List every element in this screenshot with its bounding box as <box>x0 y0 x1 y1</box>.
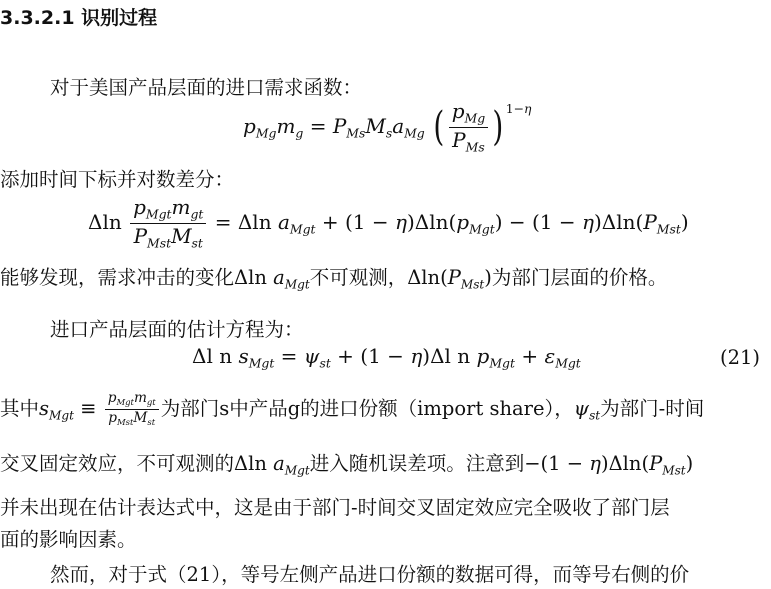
equation-import-demand: $p_{Mg}m_g = P_{Ms}M_sa_{Mg}$ ( $\frac{p_{Mg}}{P_{Ms}}$ ) $^{1-\eta}$ <box>243 99 532 155</box>
section-title: 识别过程 <box>81 7 158 29</box>
equation-log-difference: Δln $\frac{p_{Mgt}m_{gt}}{P_{Mst}M_{st}}$ = Δln $a_{Mgt} + (1 - \eta)\Delta\ln(p_{Mgt}) - (1 - \eta)\Delta\ln(P_{Mst})$ <box>88 195 689 251</box>
text-segment: 其中 <box>0 396 40 420</box>
paragraph-differencing: 添加时间下标并对数差分： <box>0 168 235 191</box>
text-segment: 为部门s中产品g的进口份额（import share）， <box>160 396 574 420</box>
text-segment: 交叉固定效应，不可观测的 <box>0 452 235 475</box>
text-segment: 不可观测， <box>309 266 408 289</box>
equation-estimation: Δl n $s_{Mgt} = \psi_{st} + (1 - \eta)\Delta l$ n $p_{Mgt} + \varepsilon_{Mgt}$ <box>192 344 581 371</box>
text-segment: 进入随机误差项。注意到 <box>309 452 525 475</box>
paragraph-definition: 其中$s_{Mgt}$ ≡ $\frac{p_{Mgt}m_{gt}}{p_{Mst}M_{st}}$ 为部门s中产品g的进口份额（import share），$\psi_{st}$为部门-时间 <box>0 390 705 428</box>
paragraph-intro: 对于美国产品层面的进口需求函数： <box>50 76 363 99</box>
paragraph-absorption-cont: 面的影响因素。 <box>0 528 137 551</box>
paragraph-estimation: 进口产品层面的估计方程为： <box>50 318 304 341</box>
paragraph-observation: 能够发现，需求冲击的变化Δln $a_{Mgt}$不可观测，$\Delta\ln(P_{Mst})$为部门层面的价格。 <box>0 266 668 292</box>
equation-number: (21) <box>720 346 761 369</box>
text-segment: 能够发现，需求冲击的变化 <box>0 266 235 289</box>
text-segment: 为部门-时间 <box>600 396 705 420</box>
section-number: 3.3.2.1 <box>0 7 75 29</box>
paragraph-absorption: 并未出现在估计表达式中，这是由于部门-时间交叉固定效应完全吸收了部门层 <box>0 496 670 519</box>
paragraph-fixed-effects: 交叉固定效应，不可观测的Δln $a_{Mgt}$进入随机误差项。注意到$-(1 - \eta)\Delta\ln(P_{Mst})$ <box>0 452 694 478</box>
text-segment: 为部门层面的价格。 <box>491 266 668 289</box>
section-heading <box>0 6 157 30</box>
paragraph-however: 然而，对于式（21），等号左侧产品进口份额的数据可得，而等号右侧的价 <box>50 563 690 586</box>
